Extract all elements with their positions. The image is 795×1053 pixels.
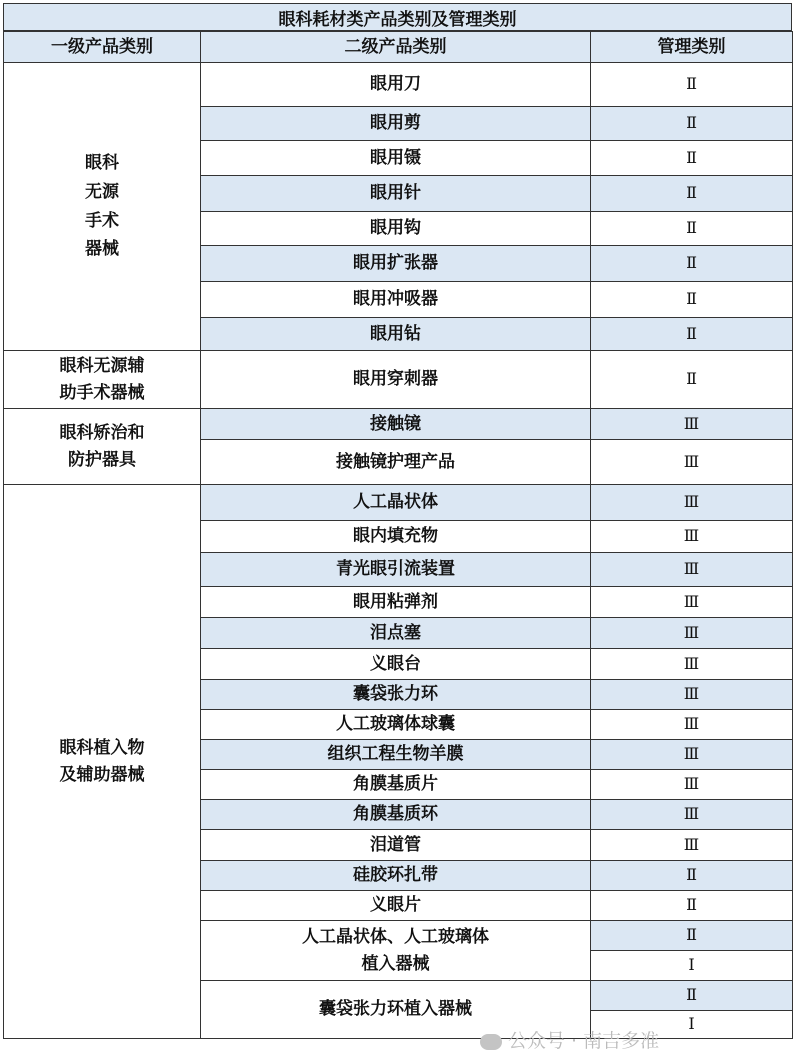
mgmt-class-cell: Ⅲ	[591, 618, 793, 649]
table-row	[4, 409, 793, 440]
mgmt-class-cell: Ⅲ	[591, 770, 793, 800]
mgmt-class-cell: Ⅲ	[591, 800, 793, 830]
subcategory-cell: 眼用刀	[201, 63, 591, 107]
subcategory-cell: 眼用钻	[201, 318, 591, 351]
table-row	[4, 351, 793, 409]
header-row	[4, 32, 793, 63]
header-level2: 二级产品类别	[201, 32, 591, 63]
subcategory-cell: 眼用粘弹剂	[201, 587, 591, 618]
table-row	[4, 63, 793, 107]
subcategory-cell: 眼用扩张器	[201, 246, 591, 282]
mgmt-class-cell: Ⅰ	[591, 951, 793, 981]
mgmt-class-cell: Ⅱ	[591, 107, 793, 141]
subcategory-cell: 青光眼引流装置	[201, 553, 591, 587]
subcategory-cell: 义眼台	[201, 649, 591, 680]
mgmt-class-cell: Ⅱ	[591, 212, 793, 246]
mgmt-class-cell: Ⅱ	[591, 176, 793, 212]
product-table	[3, 31, 793, 1039]
mgmt-class-cell: Ⅲ	[591, 440, 793, 485]
subcategory-cell: 眼用针	[201, 176, 591, 212]
subcategory-cell: 眼用钩	[201, 212, 591, 246]
subcategory-cell: 泪点塞	[201, 618, 591, 649]
header-level1: 一级产品类别	[4, 32, 201, 63]
mgmt-class-cell: Ⅲ	[591, 409, 793, 440]
subcategory-cell: 眼用镊	[201, 141, 591, 176]
subcategory-cell: 人工晶状体、人工玻璃体 植入器械	[201, 921, 591, 981]
mgmt-class-cell: Ⅲ	[591, 830, 793, 861]
table-row	[4, 485, 793, 521]
subcategory-cell: 囊袋张力环植入器械	[201, 981, 591, 1039]
subcategory-cell: 眼用穿刺器	[201, 351, 591, 409]
mgmt-class-cell: Ⅲ	[591, 740, 793, 770]
mgmt-class-cell: Ⅲ	[591, 710, 793, 740]
subcategory-cell: 角膜基质环	[201, 800, 591, 830]
mgmt-class-cell: Ⅰ	[591, 1011, 793, 1039]
mgmt-class-cell: Ⅲ	[591, 521, 793, 553]
subcategory-cell: 义眼片	[201, 891, 591, 921]
subcategory-cell: 接触镜	[201, 409, 591, 440]
mgmt-class-cell: Ⅱ	[591, 63, 793, 107]
subcategory-cell: 眼用冲吸器	[201, 282, 591, 318]
subcategory-cell: 人工玻璃体球囊	[201, 710, 591, 740]
mgmt-class-cell: Ⅱ	[591, 921, 793, 951]
subcategory-cell: 硅胶环扎带	[201, 861, 591, 891]
mgmt-class-cell: Ⅲ	[591, 553, 793, 587]
mgmt-class-cell: Ⅱ	[591, 861, 793, 891]
mgmt-class-cell: Ⅱ	[591, 141, 793, 176]
wechat-icon	[480, 1034, 502, 1050]
subcategory-cell: 人工晶状体	[201, 485, 591, 521]
subcategory-cell: 角膜基质片	[201, 770, 591, 800]
mgmt-class-cell: Ⅱ	[591, 351, 793, 409]
product-table-container	[3, 3, 792, 1039]
mgmt-class-cell: Ⅲ	[591, 649, 793, 680]
mgmt-class-cell: Ⅲ	[591, 587, 793, 618]
mgmt-class-cell: Ⅱ	[591, 891, 793, 921]
subcategory-cell: 组织工程生物羊膜	[201, 740, 591, 770]
table-title: 眼科耗材类产品类别及管理类别	[3, 3, 792, 31]
mgmt-class-cell: Ⅲ	[591, 680, 793, 710]
category-cell: 眼科 无源 手术 器械	[4, 63, 201, 351]
subcategory-cell: 囊袋张力环	[201, 680, 591, 710]
category-cell: 眼科矫治和 防护器具	[4, 409, 201, 485]
mgmt-class-cell: Ⅱ	[591, 282, 793, 318]
subcategory-cell: 接触镜护理产品	[201, 440, 591, 485]
header-mgmt: 管理类别	[591, 32, 793, 63]
category-cell: 眼科无源辅 助手术器械	[4, 351, 201, 409]
subcategory-cell: 眼内填充物	[201, 521, 591, 553]
subcategory-cell: 泪道管	[201, 830, 591, 861]
mgmt-class-cell: Ⅱ	[591, 981, 793, 1011]
mgmt-class-cell: Ⅲ	[591, 485, 793, 521]
mgmt-class-cell: Ⅱ	[591, 246, 793, 282]
subcategory-cell: 眼用剪	[201, 107, 591, 141]
category-cell: 眼科植入物 及辅助器械	[4, 485, 201, 1039]
watermark-text: 公众号 · 南吉多准	[508, 1030, 660, 1052]
mgmt-class-cell: Ⅱ	[591, 318, 793, 351]
